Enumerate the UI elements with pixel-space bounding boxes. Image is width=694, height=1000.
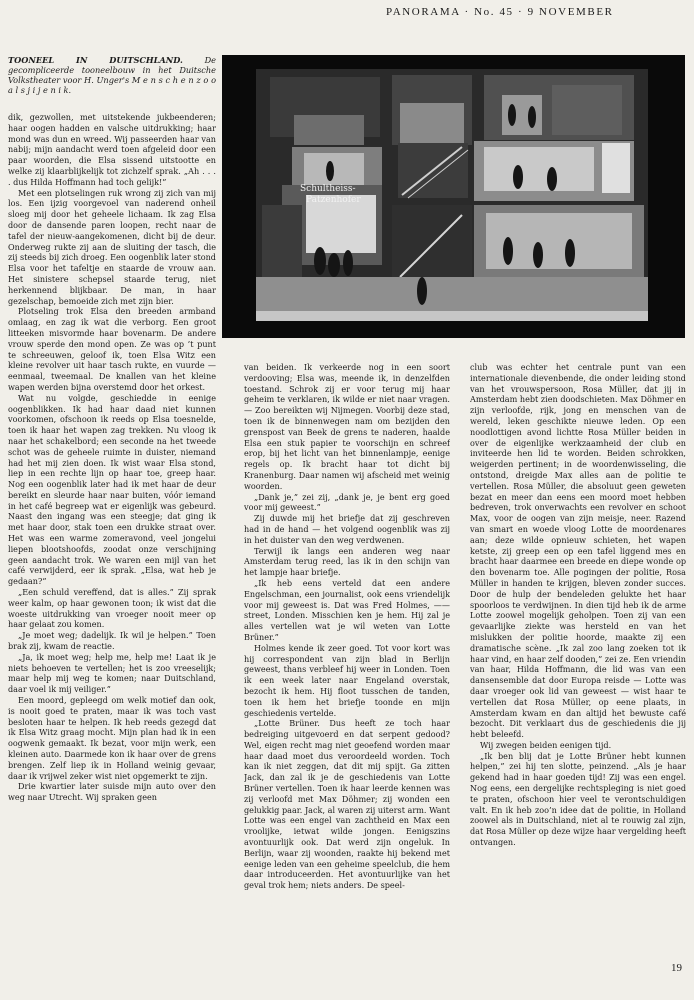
sign-line-2: Patzenhofer bbox=[306, 195, 361, 205]
text-column-1 bbox=[8, 112, 216, 980]
paragraph: Wij zwegen beiden eenigen tijd. bbox=[480, 739, 612, 750]
paragraph: „Ik ben blij dat je Lotte Brüner hebt kunnen helpen,” zei hij ten slotte, peinzend. „Als je haar gekend had in haar goeden tijd! Zij was een engel. Nog eens, een dergelijke rechtspleging is niet goed te praten, ofschoon hier veel te verontschuldigen valt. En ik heb zoo’n idee dat de politie, in Holland zoowel als in Duitschland, niet al te rouwig zal zijn, dat Rosa Müller op deze wijze haar vergelding heeft ontvangen. bbox=[470, 750, 686, 848]
paragraph: club was echter het centrale punt van een internationale dievenbende, die onder leiding stond van het vrouwspersoon, Rosa Müller, dat jij in Amsterdam hebt zien doodschieten. Max Döhmer en zijn verloofde, rijk, jong en menschen van de wereld, leken geschikte nieuwe leden. Op een noodlottigen avond lichtte Rosa Müller beiden in over de eigenlijke werkzaamheid der club en inviteerde hen lid te worden. Beiden schrokken, weigerden pertinent; in de woordenwisseling, die ontstond, dreigde Max alles aan de politie te vertellen. Rosa Müller, die absoluut geen geweten bezat en meer dan eens een moord moet hebben bedreven, trok onverwachts een revolver en schoot Max, voor de oogen van zijn meisje, neer. Razend van smart en woede vloog Lotte de moordenares aan; deze wilde opnieuw schieten, het wapen ketste, zij greep een op een tafel liggend mes en bracht haar daarmee een breede en diepe wonde op den bovenarm toe. Alle pogingen der politie, Rosa Müller in handen te krijgen, bleven zonder succes. Door de hulp der bendeleden gelukte het haar spoorloos te verdwijnen. In dien tijd heb ik de arme Lotte zoowel mogelijk geholpen. Toen zij van een gevaarlijke ziekte was hersteld en van het mislukken der politie hoorde, maakte zij een dramatische scène. „Ik zal zoo lang zoeken tot ik haar vind, en haar zelf dooden,” zei ze. Een vriendin van haar, Hilda Hoffmann, die lid was van een dansensemble dat door Europa reisde — Lotte was daar vroeger ook lid van geweest — wist haar te vertellen dat Rosa Müller, op eene plaats, in Amsterdam kwam en dan altijd het bewuste café bezocht. Dit verklaart dus de geschiedenis die jij hebt beleefd. bbox=[470, 362, 686, 740]
paragraph: „Ja, ik moet weg; help me, help me! Laat ik je niets behoeven te vertellen; het is zoo vreeselijk; maar help mij weg te komen; naar Duitschland, daar voel ik mij veiliger.” bbox=[8, 651, 216, 695]
paragraph: Met een plotselingen ruk wrong zij zich van mij los. Een ijzig voorgevoel van naderend onheil sloeg mij door het geheele lichaam. Ik zag Elsa door de dansende paren loopen, recht naar de tafel der nieuw-aangekomenen, dicht bij de deur. Onderweg rukte zij aan de sluiting der tasch, die zij steeds bij zich droeg. Een oogenblik later stond Elsa voor het tafeltje en staarde de vrouw aan. Het sinistere schepsel staarde terug, niet herkennend blijkbaar. De man, in haar gezelschap, bemoeide zich met zijn bier. bbox=[8, 187, 216, 306]
paragraph: Wat nu volgde, geschiedde in eenige oogenblikken. Ik had haar daad niet kunnen voorkomen, ofschoon ik reeds op Elsa toesnelde, toen ik haar het wapen zag trekken. Nu vloog ik naar het schakelbord; een seconde na het tweede schot was de geheele ruimte in duister, niemand had het mij zien doen. Ik wist waar Elsa stond, liep in een rechte lijn op haar toe, greep haar. Nog een oogenblik later had ik met haar de deur bereikt en sleurde haar naar buiten, vóór iemand in het café begreep wat er eigenlijk was gebeurd. Naast den ingang was een steegje; dat ging ik met haar door, stak toen een drukke straat over. Het was een warme zomeravond, veel jongelui liepen blootshoofds, zoodat onze verschijning geen aandacht trok. We waren een mijl van het café verwijderd, eer ik sprak. „Elsa, wat heb je gedaan?” bbox=[8, 392, 216, 587]
paragraph: „Je moet weg; dadelijk. Ik wil je helpen.” Toen brak zij, kwam de reactie. bbox=[8, 630, 216, 652]
theatre-stage-photo bbox=[222, 55, 685, 338]
paragraph: „Een schuld vereffend, dat is alles.” Zij sprak weer kalm, op haar gewonen toon; ik wist dat die woeste uitdrukking van vroeger nooit meer op haar gelaat zou komen. bbox=[8, 587, 216, 630]
stage-set-illustration bbox=[222, 55, 685, 338]
paragraph: Terwijl ik langs een anderen weg naar Amsterdam terug reed, las ik in den schijn van het lampje haar briefje. bbox=[244, 545, 450, 578]
paragraph: dik, gezwollen, met uitstekende jukbeenderen; haar oogen hadden en valsche uitdrukking; haar mond was dun en wreed. Wij passeerden haar van nabij; mijn aandacht werd toen afgeleid door een paar woorden, die Elsa sissend uitstootte en welke zij klaarblijkelijk tot zichzelf sprak. „Ah . . . . dus Hilda Hoffmann had toch gelijk!” bbox=[8, 112, 216, 187]
paragraph: Plotseling trok Elsa den breeden armband omlaag, en zag ik wat die verborg. Een groot litteeken misvormde haar bovenarm. De andere vrouw sperde den mond open. Ze was op ’t punt te schreeuwen, geloof ik, toen Elsa Witz een kleine revolver uit haar tasch rukte, en vuurde — eenmaal, tweemaal. De knallen van het kleine wapen werden bijna overstemd door het orkest. bbox=[8, 306, 216, 392]
sign-line-1: Schultheiss- bbox=[300, 184, 356, 194]
text-column-2 bbox=[244, 362, 450, 980]
paragraph: Drie kwartier later suisde mijn auto over den weg naar Utrecht. Wij spraken geen bbox=[8, 781, 216, 803]
caption-title: TOONEEL IN DUITSCHLAND. bbox=[8, 55, 183, 65]
paragraph: Holmes kende ik zeer goed. Tot voor kort was hij correspondent van zijn blad in Berlijn geweest, thans verbleef hij weer in Londen. Toen ik een week later naar Engeland overstak, bezocht ik hem. Hij floot tusschen de tanden, toen ik hem het briefje toonde en mijn geschiedenis vertelde. bbox=[244, 642, 450, 718]
paragraph: van beiden. Ik verkeerde nog in een soort verdooving; Elsa was, meende ik, in denzelfden toestand. Schrok zij er voor terug mij haar geheim te verklaren, ik wilde er niet naar vragen. — Zoo bereikten wij Nijmegen. Voorbij deze stad, toen ik de binnenwegen nam om bezijden den grenspost van Beek de grens te naderen, haalde Elsa een stuk papier te voorschijn en schreef erop, bij het licht van het binnenlampje, eenige regels op. Ik bracht haar tot dicht bij Kranenburg. Daar namen wij afscheid met weinig woorden. bbox=[244, 362, 450, 491]
photo-caption bbox=[8, 55, 216, 95]
paragraph: „Dank je,” zei zij, „dank je, je bent erg goed voor mij geweest.” bbox=[244, 491, 450, 513]
running-header: PANORAMA · No. 45 · 9 NOVEMBER bbox=[386, 6, 614, 18]
paragraph: „Lotte Brüner. Dus heeft ze toch haar bedreiging uitgevoerd en dat serpent gedood? Wel, eigen recht mag niet geoefend worden maar haar daad moet dus veroordeeld worden. Toch kan ik niet zeggen, dat dit mij spijt. Ga zitten Jack, dan zal ik je de geschiedenis van Lotte Brüner vertellen. Toen ik haar leerde kennen was zij verloofd met Max Döhmer; zij wonden een gelukkig paar. Jack, al waren zij uiterst arm. Want Lotte was een engel van zachtheid en Max een vroolijke, ietwat wilde jongen. Eenigszins avontuurlijk ook. Dat werd zijn ongeluk. In Berlijn, waar zij woonden, raakte hij bekend met eenige leden van een geheime speelclub, die hem daar introduceerden. Het avontuurlijke van het geval trok hem; niets anders. De speel- bbox=[244, 718, 450, 891]
paragraph: „Ik heb eens verteld dat een andere Engelschman, een journalist, ook eens vriendelijk voor mij geweest is. Dat was Fred Holmes, ——street, Londen. Misschien ken je hem. Hij zal je alles vertellen wat je wil weten van Lotte Brüner.” bbox=[244, 577, 450, 642]
paragraph: Zij duwde mij het briefje dat zij geschreven had in de hand — het volgend oogenblik was zij in het duister van den weg verdwenen. bbox=[244, 513, 450, 545]
text-column-3 bbox=[470, 362, 686, 980]
caption-text: De gecompliceerde tooneelbouw in het Duitsche Volkstheater voor H. Unger's M e n s c h e n z o o a l s j i j e n i k. bbox=[8, 55, 216, 95]
page-number: 19 bbox=[671, 962, 682, 974]
paragraph: Een moord, gepleegd om welk motief dan ook, is nooit goed te praten, maar ik was toch vast besloten haar te helpen. Ik heb reeds gezegd dat ik Elsa Witz graag mocht. Mijn plan had ik in een oogwenk gemaakt. Ik bezat, voor mijn werk, een kleinen auto. Daarmede kon ik haar over de grens brengen. Zelf liep ik in Holland weinig gevaar, daar ik vrijwel zeker wist niet opgemerkt te zijn. bbox=[8, 695, 216, 781]
